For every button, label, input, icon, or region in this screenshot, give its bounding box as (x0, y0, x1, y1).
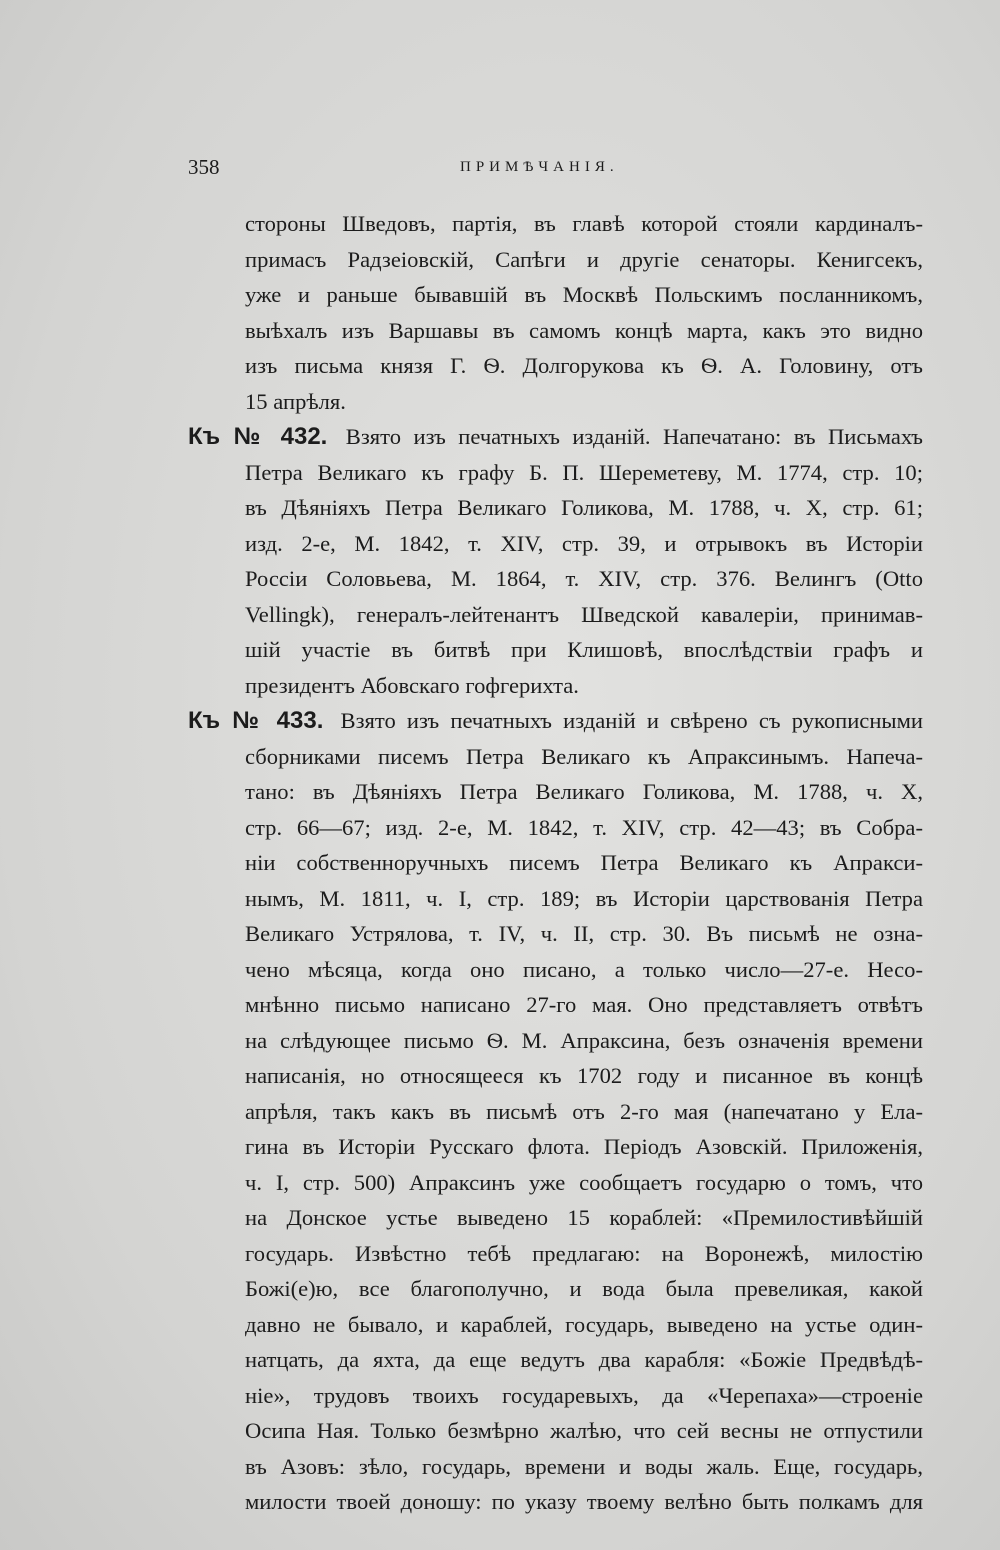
text-line: написанія, но относящееся къ 1702 году и писанное въ концѣ (245, 1063, 923, 1088)
text-line: стороны Шведовъ, партія, въ главѣ которой стояли кардиналъ- (245, 211, 923, 236)
text-line: выѣхалъ изъ Варшавы въ самомъ концѣ марта, какъ это видно (245, 317, 923, 343)
body-text (188, 206, 923, 1520)
text-line: 15 апрѣля. (245, 388, 346, 414)
text-line: мнѣнно письмо написано 27-го мая. Оно представляетъ отвѣтъ (245, 992, 923, 1017)
text-line: Vellingk), генералъ-лейтенантъ Шведской кавалеріи, принимав- (245, 601, 923, 627)
text-line: изъ письма князя Г. Ѳ. Долгорукова къ Ѳ. А. Головину, отъ (245, 353, 923, 378)
entry-label-433: Къ № 433. (188, 707, 324, 734)
running-head: ПРИМѢЧАНІЯ. (460, 159, 619, 175)
page-number: 358 (188, 155, 220, 179)
text-line: Петра Великаго къ графу Б. П. Шереметеву, М. 1774, стр. 10; (245, 459, 923, 485)
text-line: Осипа Ная. Только безмѣрно жалѣю, что сей весны не отпустили (245, 1418, 923, 1443)
text-line: Божі(е)ю, все благополучно, и вода была превеликая, какой (245, 1276, 923, 1301)
text-line: ч. I, стр. 500) Апраксинъ уже сообщаетъ государю о томъ, что (245, 1169, 923, 1195)
text-line: милости твоей доношу: по указу твоему велѣно быть полкамъ для (245, 1489, 923, 1514)
entry-label-432: Къ № 432. (188, 423, 328, 450)
text-line: президентъ Абовскаго гофгерихта. (245, 672, 579, 698)
text-line: чено мѣсяца, когда оно писано, а только число—27-е. Несо- (245, 956, 923, 982)
text-line: натцать, да яхта, да еще ведутъ два карабля: «Божіе Предвѣдѣ- (245, 1347, 923, 1372)
text-line: стр. 66—67; изд. 2-е, М. 1842, т. XIV, стр. 42—43; въ Собра- (245, 814, 923, 840)
text-line: апрѣля, такъ какъ въ письмѣ отъ 2-го мая (напечатано у Ела- (245, 1098, 923, 1124)
text-line: гина въ Исторіи Русскаго флота. Періодъ Азовскій. Приложенія, (245, 1134, 923, 1159)
entry-first-line (188, 703, 923, 739)
text-line: въ Азовъ: зѣло, государь, времени и воды жаль. Еще, государь, (245, 1453, 923, 1479)
text-line: Великаго Устрялова, т. IV, ч. II, стр. 30. Въ письмѣ не озна- (245, 921, 923, 946)
text-line: ніи собственноручныхъ писемъ Петра Великаго къ Апракси- (245, 850, 923, 875)
text-span: Взято изъ печатныхъ изданій и свѣрено съ рукописными (340, 708, 923, 733)
entry-first-line (188, 419, 923, 455)
text-line: государь. Извѣстно тебѣ предлагаю: на Воронежѣ, милостію (245, 1240, 923, 1266)
text-line: тано: въ Дѣяніяхъ Петра Великаго Голикова, М. 1788, ч. X, (245, 779, 923, 804)
text-line: нымъ, М. 1811, ч. I, стр. 189; въ Исторіи царствованія Петра (245, 885, 923, 911)
text-line: шій участіе въ битвѣ при Клишовѣ, впослѣдствіи графъ и (245, 637, 923, 662)
text-line: на Донское устье выведено 15 кораблей: «Премилостивѣйшій (245, 1205, 923, 1230)
text-line: на слѣдующее письмо Ѳ. М. Апраксина, безъ означенія времени (245, 1027, 923, 1053)
text-line: изд. 2-е, М. 1842, т. XIV, стр. 39, и отрывокъ въ Исторіи (245, 530, 923, 556)
text-line: примасъ Радзеіовскій, Сапѣги и другіе сенаторы. Кенигсекъ, (245, 246, 923, 272)
text-line: уже и раньше бывавшій въ Москвѣ Польскимъ посланникомъ, (245, 282, 923, 307)
text-line: Россіи Соловьева, М. 1864, т. XIV, стр. 376. Велингъ (Otto (245, 566, 923, 591)
text-line: ніе», трудовъ твоихъ государевыхъ, да «Черепаха»—строеніе (245, 1382, 923, 1408)
page-header (0, 155, 1000, 185)
text-line: давно не бывало, и караблей, государь, выведено на устье один- (245, 1311, 923, 1337)
text-line: сборниками писемъ Петра Великаго къ Апраксинымъ. Напеча- (245, 743, 923, 769)
text-line: въ Дѣяніяхъ Петра Великаго Голикова, М. 1788, ч. X, стр. 61; (245, 495, 923, 520)
text-span: Взято изъ печатныхъ изданій. Напечатано: въ Письмахъ (345, 424, 923, 449)
